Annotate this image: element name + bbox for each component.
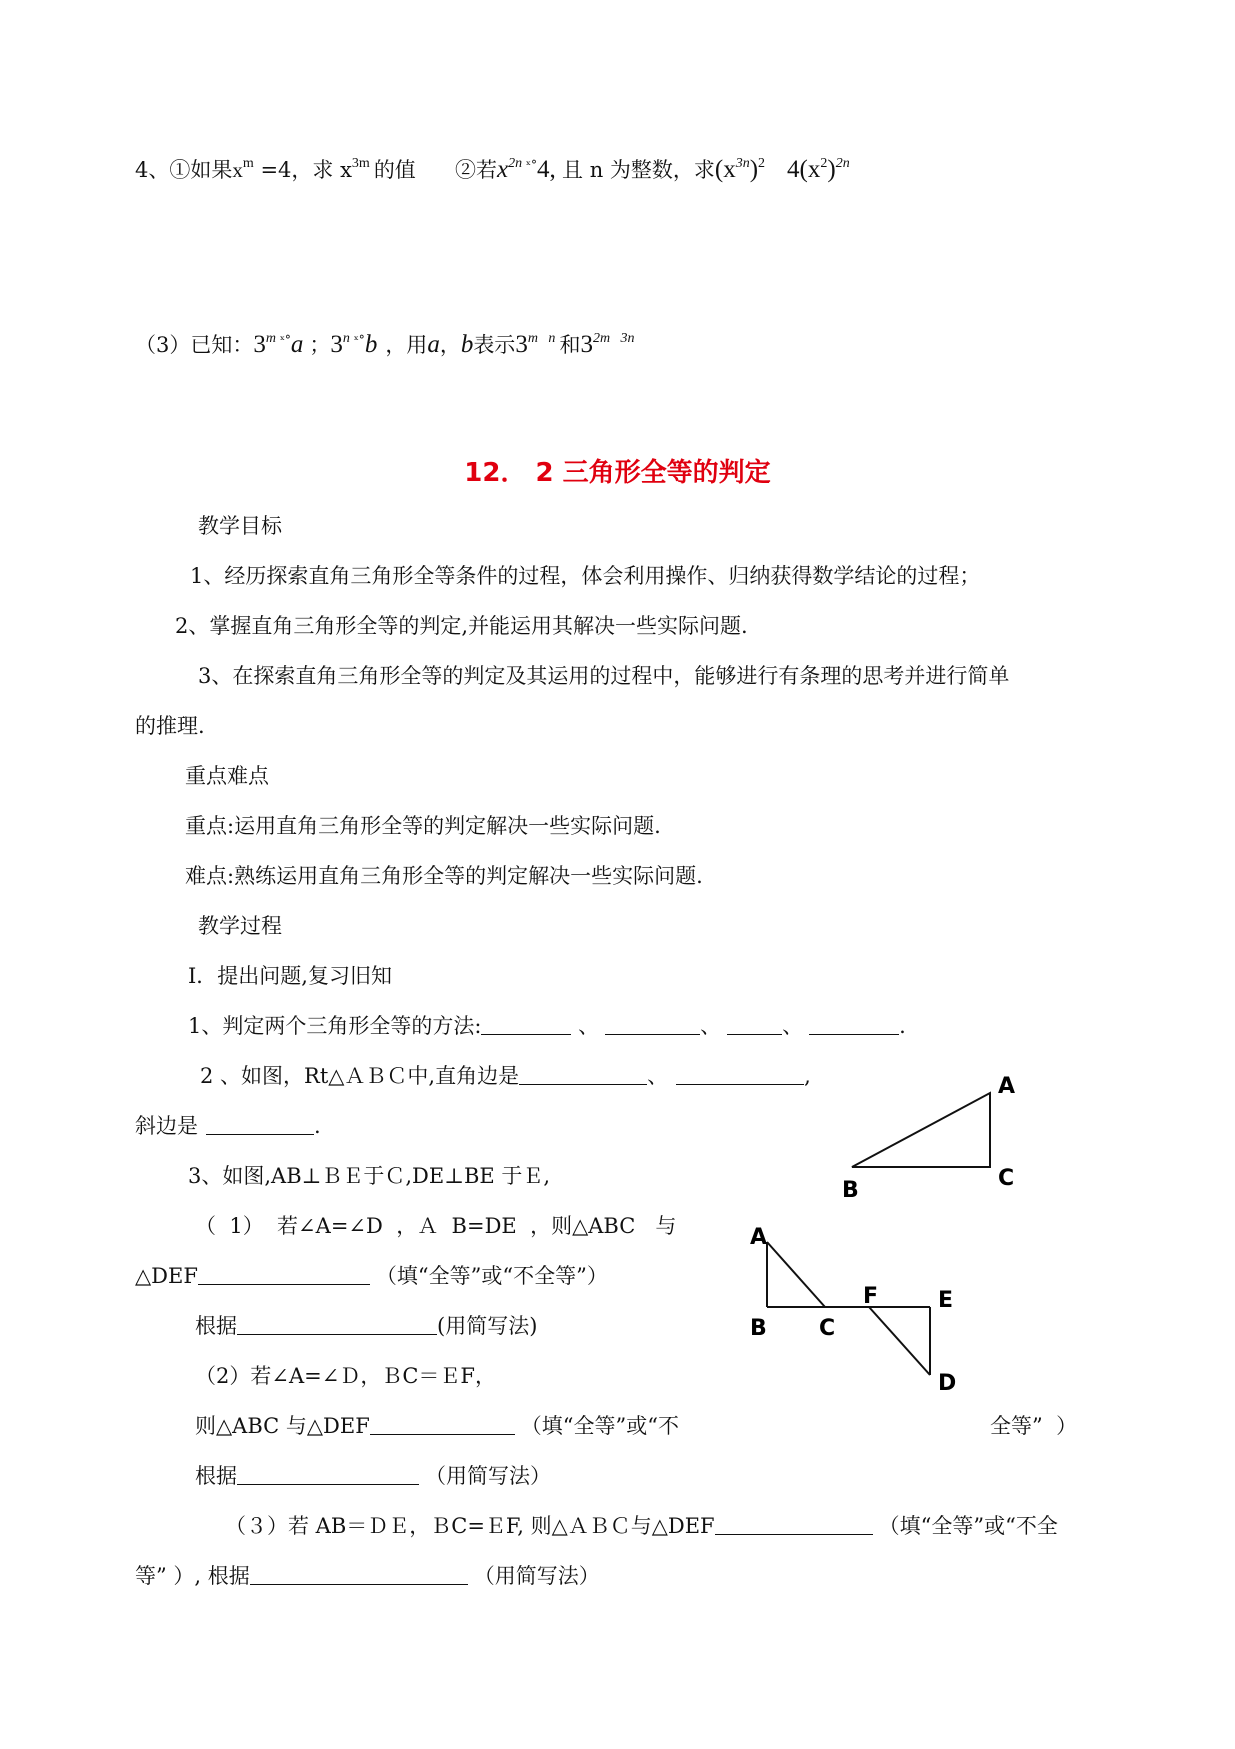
q4-expr-b-outer: 2n [835, 156, 850, 171]
q3-mid: ，用 [385, 333, 428, 357]
sub1-line2 [135, 1262, 608, 1290]
blank[interactable] [809, 1014, 899, 1035]
q4-tail: 的值 [373, 158, 416, 182]
blank[interactable] [237, 1314, 437, 1335]
sub2-basis [195, 1462, 551, 1490]
q3-show: 表示 [473, 333, 516, 357]
q3-comma: ， [439, 333, 461, 357]
figure-triangle-abc [840, 1075, 1080, 1215]
q3-t2-base: 3 [330, 331, 343, 358]
q4-label: 4、①如果 [135, 158, 233, 182]
item3: 3、如图,AB⊥ＢＥ于Ｃ,DE⊥BE 于Ｅ, [188, 1164, 551, 1188]
item1-text: 1、判定两个三角形全等的方法: [188, 1014, 482, 1038]
sub3-line2 [135, 1562, 600, 1590]
item2 [200, 1062, 811, 1090]
blank[interactable] [605, 1014, 700, 1035]
item2-hyp [135, 1112, 321, 1140]
label-f2: F [863, 1284, 879, 1309]
q4-eq4: =4，求 x [253, 158, 352, 182]
q3-sym1: ˣ° [276, 333, 291, 347]
q4-base: x [497, 156, 509, 183]
item1-sep2: 、 [700, 1014, 722, 1038]
blank[interactable] [237, 1464, 419, 1485]
blank[interactable] [715, 1514, 873, 1535]
q4-p2-prefix: ②若 [455, 158, 497, 182]
goal-2: 2、掌握直角三角形全等的判定,并能运用其解决一些实际问题. [175, 614, 748, 638]
q3-and: 和 [559, 333, 581, 357]
sub1-basis [195, 1312, 537, 1340]
item1-end: . [899, 1014, 906, 1038]
label-a2: A [750, 1225, 768, 1250]
item2-end: . [314, 1114, 321, 1138]
label-c: C [998, 1166, 1015, 1191]
q4-p2-text: 且 n 为整数，求 [562, 158, 715, 182]
q4-mid: 4, [537, 156, 563, 183]
sub2-line2-end: （填“全等”或“不 [520, 1414, 679, 1438]
q3-r1-exp: m n [527, 331, 556, 346]
q4-expr-b-close: ) [827, 156, 836, 183]
item2-sep: 、 [647, 1064, 669, 1088]
q4-expr-a-exp: 3n [735, 156, 750, 171]
label-a: A [998, 1075, 1016, 1099]
q3-b: b [460, 331, 474, 358]
q3-sym2: ˣ° [349, 333, 365, 347]
q4-expr-b-base: 4(x [787, 156, 821, 183]
q3-t1-base: 3 [253, 331, 266, 358]
q3-t2-exp: n [342, 331, 350, 346]
blank[interactable] [519, 1064, 647, 1085]
label-b: B [842, 1178, 859, 1203]
q3-label: （3）已知： [135, 333, 254, 357]
q4-expr-b-exp: 2 [820, 156, 828, 171]
section-title: 12． 2 三角形全等的判定 [464, 458, 771, 488]
blank[interactable] [198, 1264, 370, 1285]
process-heading: 教学过程 [198, 914, 282, 938]
sub2-line1: （2）若∠A=∠Ｄ，ＢC＝ＥF， [195, 1364, 496, 1388]
sub1-basis-end: (用简写法) [437, 1314, 538, 1338]
sub3-line1 [225, 1512, 1058, 1540]
section1: Ⅰ．提出问题,复习旧知 [188, 964, 392, 988]
q4-expr-a-close: ) [749, 156, 759, 183]
item1 [188, 1012, 906, 1040]
q4-xm: x [232, 158, 243, 182]
q3-r2-exp: 2m 3n [592, 331, 635, 346]
item1-sep3: 、 [782, 1014, 804, 1038]
sub2-basis-text: 根据 [195, 1464, 237, 1488]
goal-3: 3、在探索直角三角形全等的判定及其运用的过程中，能够进行有条理的思考并进行简单 [198, 664, 1010, 688]
q4-expr-a-base: (x [714, 156, 736, 183]
line-ac [767, 1242, 825, 1307]
q3-t2-val: b [364, 331, 378, 358]
item1-sep1: 、 [571, 1014, 600, 1038]
q4-xm-exp: m [242, 156, 254, 171]
label-e2: E [938, 1288, 954, 1313]
sub3-line1-start: （３）若 AB＝ＤＥ，ＢC=ＥF, 则△ＡＢＣ与△DEF [225, 1514, 715, 1538]
sub1-basis-text: 根据 [195, 1314, 237, 1338]
label-b2: B [750, 1316, 767, 1341]
q4-x-exp: 3m [351, 156, 370, 171]
sub3-line1-end: （填“全等”或“不全 [878, 1514, 1058, 1538]
q4-expr-a-outer: 2 [758, 156, 766, 171]
q4-part2 [455, 150, 850, 184]
difficult-point: 难点:熟练运用直角三角形全等的判定解决一些实际问题. [185, 864, 703, 888]
blank[interactable] [727, 1014, 782, 1035]
sub1-line2-end: （填“全等”或“不全等”） [375, 1264, 608, 1288]
blank[interactable] [481, 1014, 571, 1035]
item2-text: 2 、如图，Rt△ＡＢＣ中,直角边是 [200, 1064, 520, 1088]
figure-two-triangles [745, 1220, 1005, 1420]
label-c2: C [819, 1316, 836, 1341]
q3-r1-base: 3 [515, 331, 528, 358]
goal-1: 1、经历探索直角三角形全等条件的过程，体会利用操作、归纳获得数学结论的过程； [190, 564, 981, 588]
sub3-line2-end: （用简写法） [473, 1564, 600, 1588]
line-fd [869, 1307, 930, 1375]
q4-sym: ˣ° [522, 158, 538, 172]
q3-a: a [427, 331, 440, 358]
blank[interactable] [250, 1564, 468, 1585]
goal-3-cont: 的推理. [135, 714, 205, 738]
sub1-line1: （ 1） 若∠A=∠D ，Ａ B=DE ，则△ABC 与 [195, 1214, 677, 1238]
blank[interactable] [676, 1064, 804, 1085]
triangle-abc [852, 1093, 990, 1167]
blank[interactable] [206, 1114, 314, 1135]
sub1-line2-start: △DEF [135, 1264, 198, 1288]
q3-line [135, 325, 635, 359]
label-d2: D [938, 1371, 957, 1396]
sub3-line2-start: 等” ）, 根据 [135, 1564, 250, 1588]
q4-exp2n: 2n [508, 156, 523, 171]
sub2-line2-tail: 全等” ） [990, 1414, 1078, 1438]
q3-sep: ； [309, 333, 331, 357]
item2-comma: , [804, 1064, 811, 1088]
sub2-line2-start: 则△ABC 与△DEF [195, 1414, 370, 1438]
key-heading: 重点难点 [185, 764, 269, 788]
goals-heading: 教学目标 [198, 514, 282, 538]
q3-t1-val: a [290, 331, 304, 358]
blank[interactable] [370, 1414, 515, 1435]
q4-line [135, 150, 416, 184]
sub2-line2 [195, 1412, 679, 1440]
q3-r2-base: 3 [580, 331, 593, 358]
sub2-basis-end: （用简写法） [425, 1464, 551, 1488]
item2-hyp-text: 斜边是 [135, 1114, 198, 1138]
key-point: 重点:运用直角三角形全等的判定解决一些实际问题. [185, 814, 661, 838]
q3-t1-exp: m [265, 331, 276, 346]
